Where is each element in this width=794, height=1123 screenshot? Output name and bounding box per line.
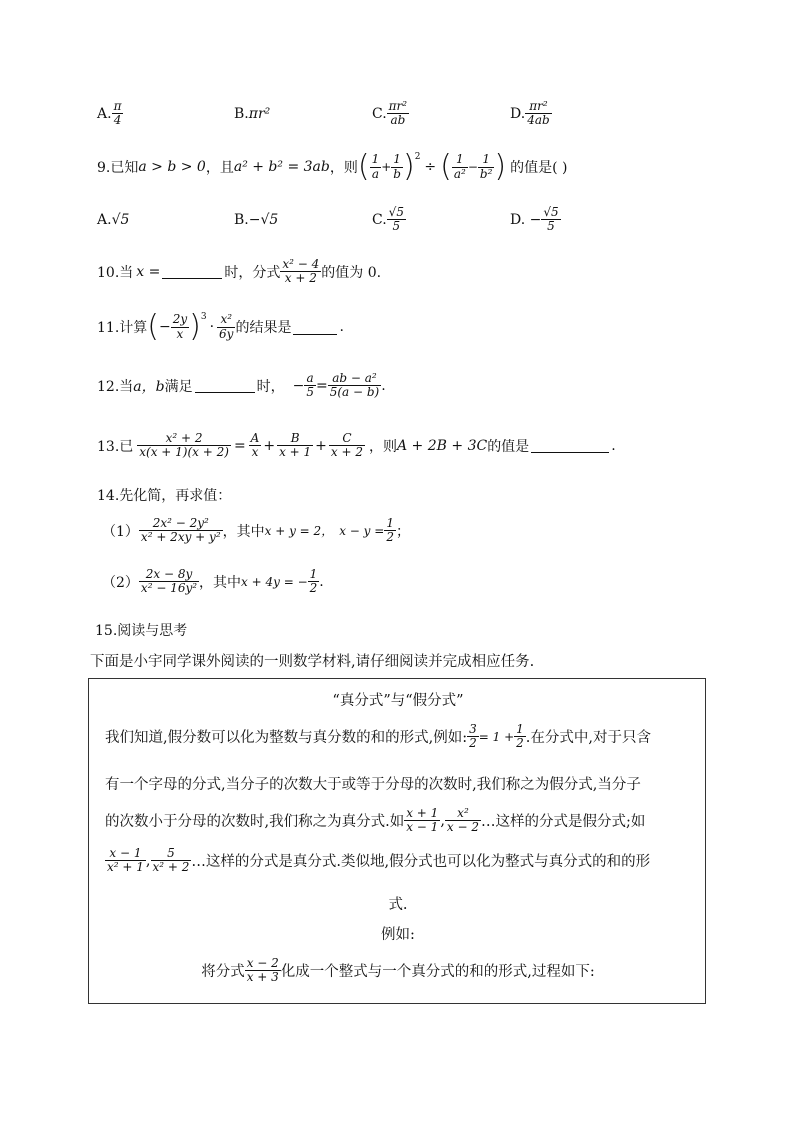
fraction: $\frac{2y}{x}$ (172, 312, 188, 341)
punct: ； (395, 523, 410, 540)
fraction: $\frac{1}{\text{b²}}$ (479, 152, 493, 181)
condition: x + 4y = − (241, 574, 308, 589)
option-value: √5 (111, 211, 130, 228)
punct: . (319, 573, 324, 590)
fraction: $\frac{2x - 8y}{\text{x² − 16y²}}$ (140, 567, 198, 596)
q8-option-d[interactable] (510, 100, 552, 127)
q9-options (97, 206, 617, 233)
q15-intro (90, 650, 534, 671)
q9-option-d[interactable] (510, 206, 561, 233)
fraction: $\frac{1}{2}$ (309, 567, 318, 596)
q12-prefix: 12.当 (97, 378, 134, 395)
box-line-2 (105, 773, 641, 794)
option-value: −√5 (248, 211, 279, 228)
box-line-6 (89, 923, 707, 944)
q9-option-a[interactable] (97, 212, 234, 228)
fraction: $\frac{1}{2}$ (386, 516, 394, 545)
q13-prefix: 13.已 (97, 438, 134, 455)
answer-blank[interactable] (531, 438, 609, 453)
fraction: $\frac{a}{5}$ (306, 371, 314, 400)
option-label: B. (234, 105, 249, 122)
paren-right: ) (189, 309, 201, 344)
fraction: $\frac{x + 1}{x - 1}$ (406, 806, 439, 835)
q11-stem: 11.计算 ( − $\frac{2y}{x}$ ) $^3$ · $\frac{\text{x²}}{6y}$ 的结果是 . (97, 309, 344, 344)
part-label: （2） (102, 574, 139, 591)
option-value: πr² (248, 105, 271, 122)
text: 的次数小于分母的次数时,我们称之为真分式.如 (105, 814, 405, 831)
q14-title-text: 14.先化简，再求值： (97, 488, 232, 504)
q10-prefix: 10.当 (97, 264, 134, 281)
answer-blank[interactable] (293, 320, 337, 335)
fraction: $\frac{\text{x²}}{x - 2}$ (446, 806, 480, 835)
fraction: $\frac{A}{x}$ (250, 431, 260, 460)
fraction: $\frac{1}{a}$ (371, 152, 380, 181)
q15-title-text: 15.阅读与思考 (95, 623, 188, 639)
fraction: $\frac{\text{x²}}{6y}$ (219, 312, 234, 341)
fraction: $\frac{1}{b}$ (393, 152, 401, 181)
paren-left: ( (440, 149, 452, 184)
option-label: A. (97, 105, 112, 122)
option-label: C. (372, 211, 387, 228)
where-text: ，其中 (199, 574, 242, 591)
q10-stem (97, 258, 381, 285)
text: 例如: (381, 927, 415, 943)
fraction: $\frac{x - 2}{x + 3}$ (246, 956, 279, 985)
fraction: $\frac{\pi}{4}$ (113, 99, 122, 128)
paren-left: ( (147, 309, 159, 344)
fraction: $\frac{√5}{5}$ (543, 205, 559, 234)
q9-suffix: 的值是( ) (510, 160, 568, 176)
option-label: B. (234, 211, 249, 228)
q9-prefix: 9.已知 (97, 160, 139, 176)
fraction: $\frac{\text{πr²}}{4ab}$ (527, 99, 550, 128)
fraction: $\frac{B}{x + 1}$ (279, 431, 312, 460)
q8-option-c[interactable] (372, 100, 510, 127)
fraction: $\frac{x - 1}{\text{x² + 1}}$ (107, 846, 144, 875)
q9-condition2: a² + b² = 3ab (233, 159, 330, 175)
q9-option-b[interactable] (234, 212, 372, 228)
box-title-text: “真分式”与“假分式” (332, 693, 464, 709)
answer-blank[interactable] (195, 378, 255, 393)
paren-left: ( (357, 149, 370, 184)
option-label: D. − (510, 211, 542, 228)
q9-condition: a > b > 0 (138, 159, 206, 175)
reading-material-box (88, 678, 706, 1004)
option-label: D. (510, 105, 526, 122)
q8-option-b[interactable] (234, 106, 372, 122)
fraction: $\frac{√5}{5}$ (388, 205, 404, 234)
option-label: C. (372, 105, 387, 122)
q10-suffix: 的值为 0. (321, 264, 382, 281)
box-line-4: $\frac{x - 1}{\text{x² + 1}}$ , $\frac{5}{\text{x² + 2}}$ …这样的分式是真分式.类似地,假分式也可以化为整式与真分式的和的形 (107, 846, 651, 875)
where-text: ，其中 (222, 523, 265, 540)
text: …这样的分式是真分式.类似地,假分式也可以化为整式与真分式的和的形 (191, 854, 651, 871)
q11-suffix: 的结果是 (235, 320, 292, 336)
option-label: A. (97, 211, 112, 228)
answer-blank[interactable] (162, 264, 222, 279)
paren-right: ) (494, 149, 507, 184)
q9-option-c[interactable] (372, 206, 510, 233)
q9-stem: 9.已知 a > b > 0 ，且 a² + b² = 3ab ，则 ( $\frac{1}{a}$ + $\frac{1}{b}$ ) $^2$ ÷ ( $\frac{1}{\text{a²}}$ − $\frac{1}{\text{b²}}$ ) 的值是( ) (97, 149, 568, 184)
part-label: （1） (102, 523, 139, 540)
condition: x − y = (339, 523, 385, 538)
q12-text2: 时， (256, 378, 285, 395)
box-line-3: 的次数小于分母的次数时,我们称之为真分式.如 $\frac{x + 1}{x - 1}$ , $\frac{\text{x²}}{x - 2}$ …这样的分式是假分式;如 (105, 806, 646, 835)
q10-text: 时，分式 (224, 264, 281, 281)
q13-stem: 13.已 $\frac{\text{x² + 2}}{x(x + 1)(x + 2)}$ = $\frac{A}{x}$ + $\frac{B}{x + 1}$ + $\frac{C}{x + 2}$ ，则 A + 2B + 3C 的值是 . (97, 431, 616, 460)
fraction: $\frac{1}{\text{a²}}$ (453, 152, 466, 181)
box-line-7 (89, 957, 707, 984)
q8-options (97, 100, 617, 127)
fraction: $\frac{\text{x² + 2}}{x(x + 1)(x + 2)}$ (139, 431, 229, 460)
text: 我们知道,假分数可以化为整数与真分数的和的形式,例如: (105, 730, 468, 747)
q13-text: ，则 (369, 438, 397, 455)
q14-title (97, 485, 231, 505)
q10-var: x = (136, 263, 161, 280)
paren-right: ) (402, 149, 415, 184)
text: 有一个字母的分式,当分子的次数大于或等于分母的次数时,我们称之为假分式,当分子 (105, 777, 641, 793)
fraction: $\frac{C}{x + 2}$ (330, 431, 363, 460)
text: 式. (388, 897, 408, 913)
box-line-1 (105, 723, 651, 750)
text: .在分式中,对于只含 (525, 730, 651, 747)
q11-prefix: 11.计算 (97, 320, 148, 336)
q13-expr: A + 2B + 3C (397, 437, 488, 454)
condition: x + y = 2， (264, 524, 334, 539)
box-title (89, 689, 707, 710)
text: 将分式 (201, 964, 245, 981)
q12-stem: 12.当 a，b 满足 时， − $\frac{a}{5}$ = $\frac{\text{ab − a²}}{5(a - b)}$ . (97, 371, 386, 400)
q13-suffix: 的值是 (487, 438, 530, 455)
q12-vars: a，b (133, 378, 165, 395)
fraction: $\frac{5}{\text{x² + 2}}$ (152, 846, 190, 875)
text: 化成一个整式与一个真分式的和的形式,过程如下: (280, 964, 595, 981)
text: …这样的分式是假分式;如 (481, 814, 646, 831)
q15-intro-text: 下面是小宇同学课外阅读的一则数学材料,请仔细阅读并完成相应任务. (90, 654, 535, 670)
q8-option-a[interactable] (97, 100, 234, 127)
box-line-5 (89, 893, 707, 914)
fraction: $\frac{\text{2x² − 2y²}}{\text{x² + 2xy + y²}}$ (140, 516, 221, 545)
q9-text2: ，则 (329, 160, 358, 176)
q15-title (95, 620, 187, 640)
fraction: $\frac{\text{ab − a²}}{5(a - b)}$ (329, 371, 380, 400)
fraction: $\frac{1}{2}$ (516, 722, 524, 751)
q14-part1 (102, 517, 410, 544)
math: = 1 + (478, 729, 515, 744)
q12-text: 满足 (164, 378, 193, 395)
fraction: $\frac{\text{x² − 4}}{x + 2}$ (282, 257, 320, 286)
fraction: $\frac{3}{2}$ (469, 722, 477, 751)
fraction: $\frac{\text{πr²}}{ab}$ (388, 99, 408, 128)
q9-text: ，且 (205, 160, 234, 176)
q14-part2 (102, 568, 324, 595)
